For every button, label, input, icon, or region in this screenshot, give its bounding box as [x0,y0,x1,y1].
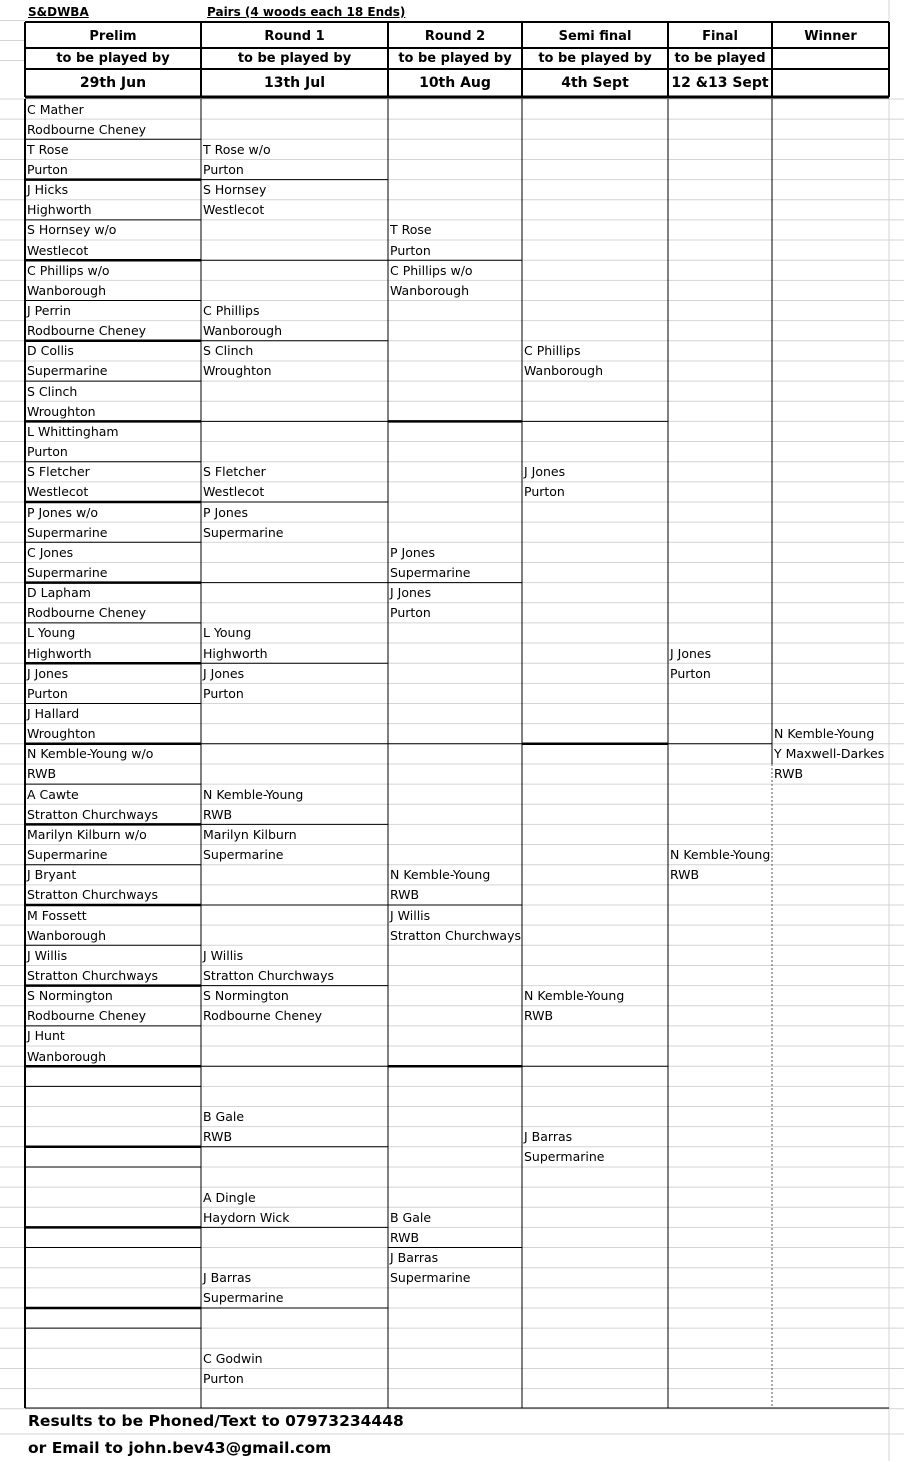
header-round-name: Round 1 [264,29,325,44]
bracket-entry: Wanborough [390,282,470,298]
bracket-entry: Highworth [203,645,268,661]
bracket-entry: T Rose [27,141,69,157]
bracket-entry: J Hallard [27,706,80,721]
bracket-entry: RWB [670,867,700,883]
bracket-entry: S Clinch [27,383,78,399]
bracket-entry: B Gale [390,1209,432,1225]
header-played-by: to be played [674,51,766,66]
bracket-entry: Purton [203,1370,244,1386]
header-round-name: Winner [804,29,857,44]
bracket-entry: Wanborough [27,927,107,943]
bracket-entry: Supermarine [27,564,108,580]
bracket-entry: RWB [203,1129,233,1145]
bracket-entry: N Kemble-Young [524,988,625,1004]
bracket-entry: Wanborough [203,323,283,339]
bracket-entry: J Willis [27,947,68,963]
bracket-entry: Supermarine [203,1290,284,1306]
bracket-entry: Wanborough [27,282,107,298]
bracket-entry: C Phillips w/o [390,262,473,278]
bracket-entry: Purton [27,161,68,177]
bracket-entry: Purton [203,161,244,177]
bracket-entry: Purton [670,665,711,681]
bracket-entry: M Fossett [27,907,87,923]
bracket-entry: N Kemble-Young [774,726,875,742]
bracket-entry: J Jones [203,665,245,681]
bracket-entry: Stratton Churchways [203,967,335,983]
bracket-entry: T Rose w/o [203,141,271,157]
bracket-entry: Haydorn Wick [203,1209,290,1225]
bracket-entry: S Fletcher [27,464,90,480]
bracket-entry: RWB [390,887,420,903]
bracket-entry: C Godwin [203,1350,263,1366]
header-played-by: to be played by [398,51,512,66]
header-date: 12 &13 Sept [671,75,769,91]
footer-phone: Results to be Phoned/Text to 07973234448 [28,1412,404,1430]
bracket-entry: C Mather [27,101,84,117]
header-round-name: Final [702,29,738,44]
bracket-entry: Purton [27,444,68,460]
bracket-entry: S Fletcher [203,464,266,480]
bracket-entry: Wanborough [27,1048,107,1064]
bracket-entry: Wroughton [27,403,96,419]
header-played-by: to be played by [56,51,170,66]
bracket-entry: N Kemble-Young [203,786,304,802]
bracket-entry: Supermarine [27,847,108,863]
bracket-entry: Supermarine [390,564,471,580]
bracket-entry: Stratton Churchways [27,806,159,822]
bracket-entry: Supermarine [203,524,284,540]
bracket-entry: L Whittingham [27,423,119,439]
bracket-entry: Rodbourne Cheney [27,1008,147,1024]
bracket-entry: RWB [203,806,233,822]
bracket-entry: J Perrin [27,303,71,318]
header-round-name: Round 2 [424,29,486,44]
bracket-entry: S Clinch [203,343,254,359]
header-date: 29th Jun [79,75,147,91]
bracket-entry: A Cawte [27,786,79,802]
bracket-entry: C Phillips w/o [27,262,110,278]
bracket-entry: S Normington [203,988,289,1004]
bracket-entry: P Jones w/o [27,504,99,520]
bracket-entry: N Kemble-Young [670,847,771,863]
bracket-entry: Rodbourne Cheney [27,323,147,339]
bracket-entry: Stratton Churchways [390,927,522,943]
bracket-entry: Supermarine [27,524,108,540]
bracket-entry: P Jones [390,544,435,560]
bracket-entry: Wroughton [27,726,96,742]
bracket-entry: C Jones [27,544,74,560]
bracket-entry: RWB [774,766,804,782]
bracket-entry: RWB [524,1008,554,1024]
bracket-entry: P Jones [203,504,248,520]
bracket-entry: J Bryant [27,867,77,883]
bracket-entry: J Hicks [27,182,69,198]
bracket-entry: S Hornsey w/o [27,222,117,238]
bracket-entry: S Normington [27,988,113,1004]
bracket-entry: Y Maxwell-Darkes [774,746,885,762]
bracket-entry: Rodbourne Cheney [27,605,147,621]
bracket-entry: J Jones [390,585,432,601]
bracket-entry: L Young [203,625,252,641]
bracket-entry: Highworth [27,645,92,661]
association-title: S&DWBA [28,5,89,19]
bracket-entry: J Jones [670,645,712,661]
header-date: 4th Sept [561,75,629,91]
header-played-by: to be played by [237,51,352,66]
bracket-entry: Marilyn Kilburn w/o [27,826,147,842]
bracket-entry: Westlecot [27,484,89,500]
bracket-entry: Wroughton [203,363,272,379]
bracket-entry: Supermarine [27,363,108,379]
bracket-entry: N Kemble-Young [390,867,491,883]
bracket-entry: Supermarine [524,1149,605,1165]
header-played-by [772,49,889,69]
bracket-entry: L Young [27,625,76,641]
bracket-entry: J Barras [524,1129,573,1145]
bracket-entry: A Dingle [203,1189,256,1205]
bracket-entry: Wanborough [524,363,604,379]
bracket-entry: Purton [524,484,565,500]
bracket-entry: Rodbourne Cheney [203,1008,323,1024]
bracket-entry: Purton [390,242,431,258]
competition-title: Pairs (4 woods each 18 Ends) [207,5,406,19]
bracket-entry: J Willis [390,907,431,923]
bracket-entry: J Jones [524,464,566,480]
bracket-entry: D Lapham [27,585,91,601]
bracket-entry: Supermarine [390,1270,471,1286]
bracket-entry: Westlecot [203,202,265,218]
header-date: 13th Jul [264,75,325,91]
bracket-entry: J Jones [27,665,69,681]
bracket-entry: Westlecot [203,484,265,500]
bracket-entry: J Willis [203,947,244,963]
header-round-name: Prelim [89,29,137,44]
bracket-entry: Purton [27,685,68,701]
bracket-entry: C Phillips [524,343,581,359]
bracket-entry: RWB [390,1229,420,1245]
header-round-name: Semi final [558,29,632,44]
header-date [772,70,889,96]
header-date: 10th Aug [419,75,491,91]
bracket-entry: Highworth [27,202,92,218]
bracket-entry: Stratton Churchways [27,887,159,903]
bracket-entry: Stratton Churchways [27,967,159,983]
bracket-entry: J Hunt [27,1028,65,1044]
bracket-entry: N Kemble-Young w/o [27,746,154,762]
bracket-entry: C Phillips [203,303,260,318]
bracket-entry: Marilyn Kilburn [203,826,297,842]
bracket-entry: J Barras [203,1270,252,1286]
bracket-entry: S Hornsey [203,182,267,198]
bracket-entry: Rodbourne Cheney [27,121,147,137]
bracket-entry: Purton [203,685,244,701]
footer-email: or Email to john.bev43@gmail.com [28,1439,332,1457]
header-played-by: to be played by [538,51,652,66]
bracket-entry: T Rose [390,222,432,238]
bracket-entry: Supermarine [203,847,284,863]
bracket-entry: J Barras [390,1250,439,1266]
bracket-entry: Purton [390,605,431,621]
bracket-entry: RWB [27,766,57,782]
bracket-entry: B Gale [203,1109,245,1124]
bracket-entry: Westlecot [27,242,89,258]
bracket-entry: D Collis [27,343,74,359]
